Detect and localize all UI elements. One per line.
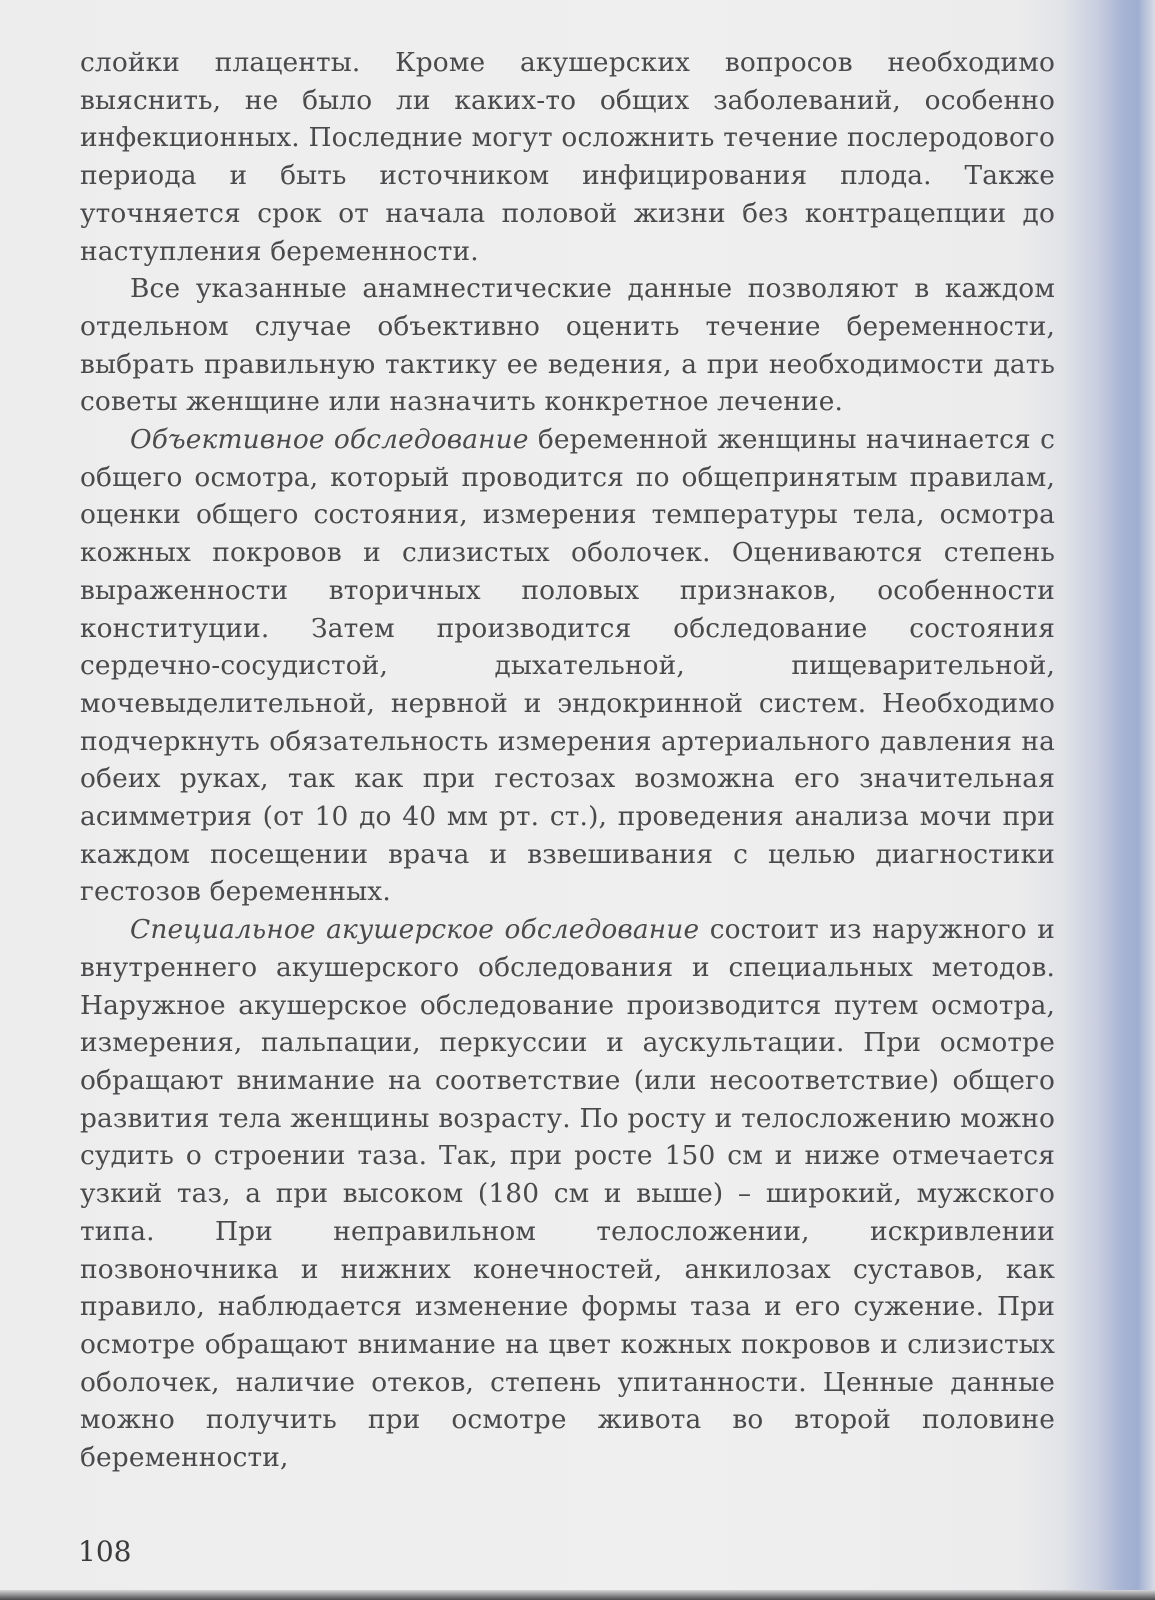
paragraph-3-lead: Объективное обследование: [130, 424, 529, 456]
paragraph-4-lead: Специальное акушерское обследование: [130, 914, 700, 946]
paragraph-1: [80, 44, 1055, 270]
paragraph-4: [80, 911, 1055, 1477]
page-bottom-edge: [0, 1590, 1155, 1600]
page-number: 108: [78, 1535, 132, 1568]
paragraph-1-text: слойки плаценты. Кроме акушерских вопросов необходимо выяснить, не было ли каких-то общих заболеваний, особенно инфекционных. Последние могут осложнить течение послеродового периода и быть источником инфицирования плода. Также уточняется срок от начала половой жизни без контрацепции до наступления беременности.: [80, 47, 1055, 267]
paragraph-3: [80, 421, 1055, 911]
paragraph-2-text: Все указанные анамнестические данные позволяют в каждом отдельном случае объективно оценить течение беременности, выбрать правильную тактику ее ведения, а при необходимости дать советы женщине или назначить конкретное лечение.: [80, 273, 1055, 418]
paragraph-4-text: состоит из наружного и внутреннего акушерского обследования и специальных методов. Наружное акушерское обследование производится путем осмотра, измерения, пальпации, перкуссии и аускультации. При осмотре обращают внимание на соответствие (или несоответствие) общего развития тела женщины возрасту. По росту и телосложению можно судить о строении таза. Так, при росте 150 см и ниже отмечается узкий таз, а при высоком (180 см и выше) – широкий, мужского типа. При неправильном телосложении, искривлении позвоночника и нижних конечностей, анкилозах суставов, как правило, наблюдается изменение формы таза и его сужение. При осмотре обращают внимание на цвет кожных покровов и слизистых оболочек, наличие отеков, степень упитанности. Ценные данные можно получить при осмотре живота во второй половине беременности,: [80, 914, 1055, 1474]
body-text: [80, 44, 1055, 1477]
paragraph-2: [80, 270, 1055, 421]
paragraph-3-text: беременной женщины начинается с общего осмотра, который проводится по общепринятым правилам, оценки общего состояния, измерения температуры тела, осмотра кожных покровов и слизистых оболочек. Оцениваются степень выраженности вторичных половых признаков, особенности конституции. Затем производится обследование состояния сердечно-сосудистой, дыхательной, пищеварительной, мочевыделительной, нервной и эндокринной систем. Необходимо подчеркнуть обязательность измерения артериального давления на обеих руках, так как при гестозах возможна его значительная асимметрия (от 10 до 40 мм рт. ст.), проведения анализа мочи при каждом посещении врача и взвешивания с целью диагностики гестозов беременных.: [80, 424, 1055, 908]
